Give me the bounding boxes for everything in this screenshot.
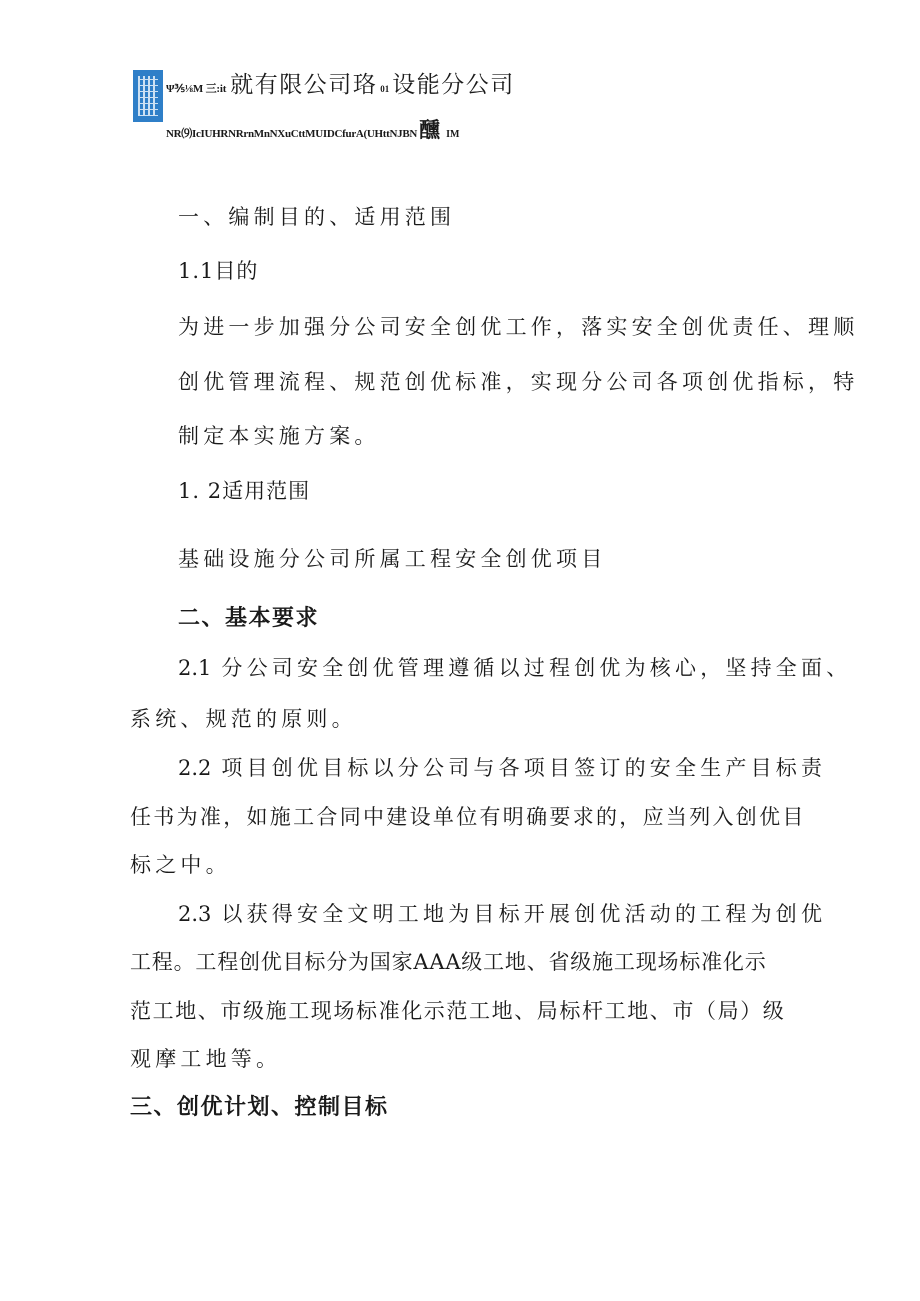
header-garbled-prefix: Ψ⅗⅛M 三:it [166,83,227,95]
header-english-char: 醺 [419,118,441,142]
section-1-heading: 一、编制目的、适用范围 [178,205,456,229]
paragraph-line: 为进一步加强分公司安全创优工作，落实安全创优责任、理顺 [178,315,859,339]
item-number: 2.3 [178,902,212,926]
company-logo [133,70,163,122]
paragraph-line [178,654,851,682]
paragraph-line: 范工地、市级施工现场标准化示范工地、局标杆工地、市（局）级 [130,999,786,1023]
header-english-suffix: IM [446,129,460,140]
paragraph-line: 工程。工程创优目标分为国家AAA级工地、省级施工现场标准化示 [130,950,767,974]
header-company-line [166,66,515,100]
paragraph-line: 创优管理流程、规范创优标准，实现分公司各项创优指标，特 [178,370,859,394]
paragraph-line [178,900,826,928]
header-company-name-part2: 设能分公司 [392,72,515,98]
paragraph-text: 项目创优目标以分公司与各项目签订的安全生产目标责 [221,756,827,780]
paragraph-line: 任书为准，如施工合同中建设单位有明确要求的，应当列入创优目 [130,805,806,829]
paragraph-text: 以获得安全文明工地为目标开展创优活动的工程为创优 [221,902,827,926]
section-1-1-heading: 1.1目的 [178,259,259,283]
section-3-heading: 三、创优计划、控制目标 [130,1095,389,1120]
paragraph-line: 标之中。 [130,853,231,877]
paragraph-line: 观摩工地等。 [130,1047,282,1071]
header-english-garbled: NR⑼IcIUHRNRrnMnNXuCttMUIDCfurA(UHttNJBN [166,128,418,140]
header-english-line [166,114,460,142]
paragraph-line [178,754,826,782]
header-company-small: 01 [380,84,390,94]
section-1-2-heading: 1. 2适用范围 [178,479,311,503]
paragraph-line: 基础设施分公司所属工程安全创优项目 [178,547,607,571]
header-company-name-part1: 就有限公司珞 [230,72,378,98]
section-2-heading: 二、基本要求 [178,606,320,631]
paragraph-line: 制定本实施方案。 [178,424,380,448]
item-number: 2.1 [178,656,212,680]
item-number: 2.2 [178,756,212,780]
paragraph-text: 分公司安全创优管理遵循以过程创优为核心，坚持全面、 [221,656,852,680]
paragraph-line: 系统、规范的原则。 [130,707,357,731]
